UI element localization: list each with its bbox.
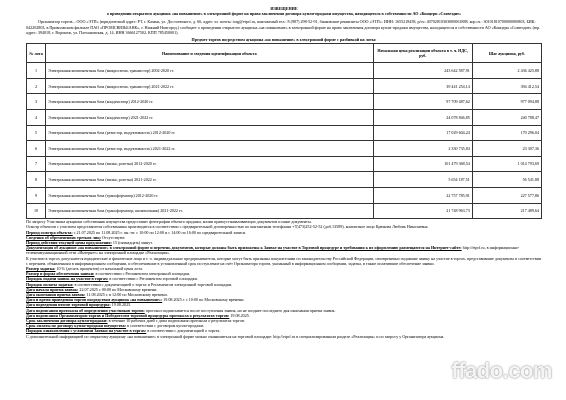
lot-number-cell: 4: [27, 110, 46, 126]
header-lot-number: № лота: [27, 44, 46, 63]
start-price-cell: 22 757 785,91: [373, 187, 472, 203]
lots-table-title: Предмет торгов посредством аукциона «на повышение» в электронной форме с разбивкой на лоты:: [191, 37, 377, 43]
body-paragraph-text: в соответствии с договором купли-продажи.: [126, 323, 205, 329]
body-paragraph-text: в соответствии с Регламентом торговой площадки.: [108, 276, 198, 282]
notice-subtitle: о проведении открытого аукциона «на повышение» в электронной форме на право заключения договора купли-продажи имущества, находящегося в собственности АО «Концерн «Созвездие»: [106, 11, 462, 17]
body-paragraph-text: Отсутствуют.: [101, 234, 126, 240]
start-price-cell: 21 748 963,73: [373, 203, 472, 219]
object-name-cell: Электронная компонентная база (вилка, розетка) 2021-2022 гг.: [46, 172, 374, 188]
header-start-price: Начальная цена реализации объекта в т. ч. НДС, руб.: [373, 44, 472, 63]
body-paragraph-label: Дата начала приема заявок:: [26, 286, 79, 292]
start-price-cell: 24 078 846,85: [373, 110, 472, 126]
table-row: [27, 63, 542, 79]
body-paragraph-label: Дата подписания протокола об определении участников торгов:: [26, 307, 145, 313]
body-paragraph-label: Период действия текущей цены предложения:: [26, 239, 112, 245]
body-paragraph-text: http://etprf.ru, в информационно-телекоммуникационной сети «Интернет» на электронной площадке «Реализация».: [26, 245, 520, 256]
table-row: [27, 125, 542, 141]
start-price-cell: 2 330 735,84: [373, 141, 472, 157]
table-row: [27, 203, 542, 219]
body-paragraph-text: 10 % (десять процентов) от начальной цены лота.: [55, 265, 143, 271]
body-paragraph-label: Документация об аукционе «на повышение» в электронной форме и перечень документов, которые должны быть приложены к Заявке на участие в Торговой процедуре и требования к их оформлению размещаются на Интернет-сайте:: [26, 245, 462, 251]
header-object-name: Наименование и сведения идентификации объекта: [46, 44, 374, 63]
lot-number-cell: 5: [27, 125, 46, 141]
body-paragraph-label: Сведения об обременениях третьих лиц:: [26, 234, 101, 240]
body-paragraph-label: Размер задатка:: [26, 265, 56, 271]
body-paragraph-text: 19.08.2025.: [110, 302, 132, 308]
table-row: [27, 141, 542, 157]
auction-step-cell: 2 436 425,88: [472, 63, 541, 79]
auction-step-cell: 240 788,47: [472, 110, 541, 126]
lots-table-header-row: [27, 44, 542, 63]
lot-number-cell: 10: [27, 203, 46, 219]
body-paragraph-text: По запросу Участника аукциона собственник имущества предоставит фотографии объекта продажи, копии правоустанавливающих документов и иные документы.: [26, 219, 312, 225]
start-price-cell: 5 654 187,51: [373, 172, 472, 188]
body-paragraph: [26, 334, 542, 339]
body-paragraph-label: Срок оплаты по договору купли-продажи имущества:: [26, 323, 127, 329]
body-paragraph-text: в соответствии с документацией о торгах.: [146, 328, 221, 334]
body-paragraph-text: 22.07.2025 с 00:00 по Московскому времени.: [78, 286, 158, 292]
body-paragraph-text: протокол подписывается после поступления заявок, но не позднее последнего дня окончания приема заявок.: [144, 307, 336, 313]
body-paragraph-text: в соответствии с Регламентом электронной площадки.: [94, 271, 191, 277]
lot-number-cell: 1: [27, 63, 46, 79]
watermark-logo: ffado.com: [451, 358, 552, 383]
object-name-cell: Электронная компонентная база (вилка, розетка) 2012-2020 гг.: [46, 156, 374, 172]
lot-number-cell: 3: [27, 94, 46, 110]
table-row: [27, 110, 542, 126]
object-name-cell: Электронная компонентная база (резистор, индуктивность) 2012-2020 гг.: [46, 125, 374, 141]
auction-step-cell: 217 489,64: [472, 203, 541, 219]
auction-step-cell: 170 296,04: [472, 125, 541, 141]
notice-title: ИЗВЕЩЕНИЕ: [270, 6, 298, 11]
body-paragraph-text: Осмотр объектов с участием представителя собственника производится в соответствии с предварительной договоренностью по контактным телефонам +7(473)252-52-52 (доб.13589), контактное лицо Крюкова Любовь Николаевна.: [26, 224, 429, 230]
header-auction-step: Шаг аукциона, руб.: [472, 44, 541, 63]
lot-number-cell: 7: [27, 156, 46, 172]
body-paragraph-text: 19.08.2025.: [229, 312, 250, 318]
auction-step-cell: 1 014 793,69: [472, 156, 541, 172]
body-paragraph-text: 15 (пятнадцать) минут.: [111, 239, 153, 245]
object-name-cell: Электронная компонентная база (микросхема, транзистор) 2002-2020 гг.: [46, 63, 374, 79]
body-paragraph-text: 11.08.2025 г. в 12:00 по Московскому времени.: [85, 292, 168, 297]
start-price-cell: 39 441 254,14: [373, 78, 472, 94]
body-paragraph-text: в течение 10 рабочих дней с даты подписания протокола о результатах торгов.: [107, 318, 246, 324]
body-paragraph: [26, 245, 542, 255]
auction-step-cell: 227 577,86: [472, 187, 541, 203]
body-paragraph-label: Дата подписания Организатором торгов и Победителем торговой процедуры протокола о результатах торгов:: [26, 312, 230, 318]
auction-step-cell: 977 094,88: [472, 94, 541, 110]
start-price-cell: 101 479 368,54: [373, 156, 472, 172]
object-name-cell: Электронная компонентная база (конденсатор) 2012-2020 гг.: [46, 94, 374, 110]
body-paragraph-text: с 21.07.2025 по 11.08.2025 г. пн.-пт. с 10:00 по 12:00 и с 14:00 по 16:00 по предварительной записи.: [72, 229, 247, 235]
body-paragraph-label: Порядок ознакомления с условиями Заявки на участие в торгах:: [26, 328, 147, 334]
auction-step-cell: 23 307,36: [472, 141, 541, 157]
object-name-cell: Электронная компонентная база (резистор, индуктивность) 2021-2022 гг.: [46, 141, 374, 157]
body-paragraph-text: К участию в торгах допускаются юридические и физические лица и т. ч. индивидуальные предприниматели, которые могут быть признаны покупателями по законодательству Российской Федерации, своевременно подавшие заявку на участие в торгах, представившие документы в соответствии с перечнем, объявленным в информационном сообщении, и обеспечившие в установленный срок поступление на счёт Организатора торгов, указанный в информационном сообщении, задатка, в также оплатившие обеспечение заявки.: [26, 255, 542, 266]
lots-table: [26, 43, 542, 219]
lot-number-cell: 2: [27, 78, 46, 94]
table-row: [27, 187, 542, 203]
body-paragraph-label: Срок заключения договора купли-продажи:: [26, 318, 108, 324]
object-name-cell: Электронная компонентная база (трансформатор) 2012-2020 гг.: [46, 187, 374, 203]
lot-number-cell: 6: [27, 141, 46, 157]
table-row: [27, 78, 542, 94]
table-row: [27, 94, 542, 110]
intro-paragraph: Организатор торгов – ООО «ЭТП» (юридический адрес: РТ, г. Казань, ул. Достоевского, д. 66, адрес эл. почты: torg@etprf.ru, контактный тел.: 8 (987) 298-52-91, банковские реквизиты ООО «ЭТП»: ИНН: 1655218458, р/сч: 40702810303000061888, кор.сч.: 30101810700000000803, БИК: 042202803, в Приволжском филиале ПАО «ПРОМСВЯЗЬБАНК», г. Нижний Новгород.) сообщает о проведении открытого аукциона «на повышение» в электронной форме на право заключения договора купли-продажи имущества, находящегося в собственности АО «Концерн «Созвездие» (юр. адрес: 394018, г. Воронеж, ул. Плехановская, д. 14, ИНН 3666127502, КПП 785450001).: [26, 19, 541, 35]
lot-number-cell: 8: [27, 172, 46, 188]
body-paragraph-text: в соответствии с документацией о торгах и Регламентом электронной торговой площадки.: [73, 281, 233, 287]
body-paragraph-label: Дата подведения итогов торговой процедуры:: [26, 302, 111, 308]
table-row: [27, 156, 542, 172]
start-price-cell: 17 029 604,24: [373, 125, 472, 141]
notice-document: [26, 6, 542, 339]
body-paragraph-label: Размер и форма обеспечения заявки:: [26, 271, 95, 277]
object-name-cell: Электронная компонентная база (конденсатор) 2021-2022 гг.: [46, 110, 374, 126]
body-paragraph-label: Порядок подачи заявок на участие в торгах:: [26, 276, 109, 282]
body-paragraph-label: Порядок оплаты задатка:: [26, 281, 74, 287]
body-paragraph-text: С дополнительной информацией по открытому аукциону «на повышение» в электронной форме можно ознакомиться на торговой площадке: http://etprf.ru в специализированном разделе «Реализация» и по запросу у Организатора аукциона.: [26, 333, 445, 339]
auction-step-cell: 394 412,54: [472, 78, 541, 94]
notice-body: [26, 219, 542, 339]
start-price-cell: 243 642 587,91: [373, 63, 472, 79]
object-name-cell: Электронная компонентная база (трансформатор, кипятильник) 2021-2022 гг.: [46, 203, 374, 219]
body-paragraph-label: Дата окончания приема заявок:: [26, 292, 86, 297]
body-paragraph-label: Дата и время проведения торгов посредством аукциона «на повышение»:: [26, 297, 163, 303]
body-paragraph-text: 19.08.2025 г. с 10:00 по Московскому времени.: [162, 297, 245, 303]
auction-step-cell: 56 541,88: [472, 172, 541, 188]
object-name-cell: Электронная компонентная база (микросхема, транзистор) 2021-2022 гг.: [46, 78, 374, 94]
start-price-cell: 97 709 487,62: [373, 94, 472, 110]
body-paragraph-label: Период осмотра объекта:: [26, 229, 73, 235]
lot-number-cell: 9: [27, 187, 46, 203]
body-paragraph: [26, 256, 542, 266]
table-row: [27, 172, 542, 188]
